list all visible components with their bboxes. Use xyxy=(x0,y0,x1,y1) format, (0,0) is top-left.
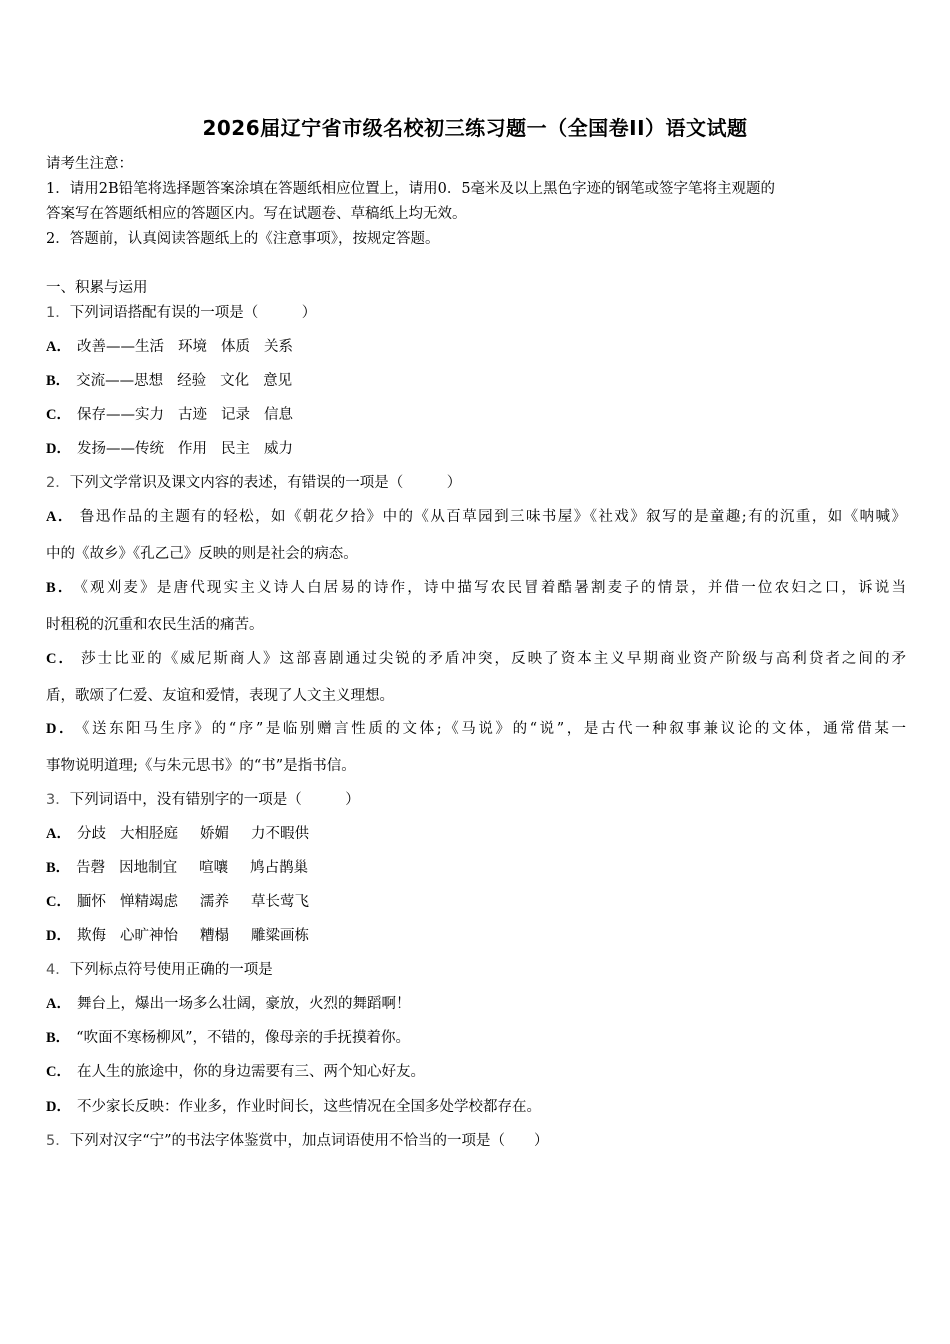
q4-option-a xyxy=(46,992,410,1013)
option-word: 濡养 xyxy=(199,894,229,910)
option-word: 大相胫庭 xyxy=(119,826,178,842)
option-word: 娇媚 xyxy=(199,826,229,842)
option-word: 古迹 xyxy=(177,407,207,423)
option-head: 发扬——传统 xyxy=(76,441,164,457)
option-word: 分歧 xyxy=(76,826,106,842)
option-label: B． xyxy=(46,860,71,876)
option-text: 《送东阳马生序》的“序”是临别赠言性质的文体;《马说》的“说”，是古代一种叙事兼议论的文体，通常借某一 xyxy=(82,721,906,737)
option-word: 关系 xyxy=(263,339,293,355)
q1-option-a xyxy=(46,335,293,356)
q4-option-b xyxy=(46,1026,410,1047)
option-label: B． xyxy=(46,580,75,596)
q1-option-d xyxy=(46,437,293,458)
option-label: D． xyxy=(46,721,77,737)
option-head: 保存——实力 xyxy=(76,407,164,423)
option-word: 民主 xyxy=(220,441,250,457)
option-word: 鸠占鹊巢 xyxy=(250,860,309,876)
option-head: 改善——生活 xyxy=(76,339,164,355)
option-word: 作用 xyxy=(177,441,207,457)
option-word: 信息 xyxy=(263,407,293,423)
section-heading: 一、积累与运用 xyxy=(46,280,148,296)
question-4 xyxy=(46,958,273,979)
option-word: 记录 xyxy=(220,407,250,423)
option-word: 告磬 xyxy=(76,860,106,876)
option-word: 喧嚷 xyxy=(199,860,229,876)
option-label: D． xyxy=(46,441,71,457)
q3-option-c xyxy=(46,890,309,911)
option-word: 糟榻 xyxy=(199,928,229,944)
option-word: 惮精竭虑 xyxy=(119,894,178,910)
option-word: 欺侮 xyxy=(76,928,106,944)
q2-option-b-line-2: 时租税的沉重和农民生活的痛苦。 xyxy=(46,617,264,633)
option-word: 威力 xyxy=(263,441,293,457)
option-word: 力不暇供 xyxy=(250,826,309,842)
q2-option-a-line-1 xyxy=(46,505,906,526)
option-word: 心旷神怡 xyxy=(119,928,178,944)
option-word: 环境 xyxy=(177,339,207,355)
option-label: C． xyxy=(46,407,71,423)
option-text: “吹面不寒杨柳风”，不错的，像母亲的手抚摸着你。 xyxy=(76,1030,410,1046)
q3-option-b xyxy=(46,856,308,877)
question-5 xyxy=(46,1129,549,1150)
option-word: 体质 xyxy=(220,339,250,355)
q2-option-c-line-1 xyxy=(46,647,906,668)
question-number: 1． xyxy=(46,305,70,321)
page-title: 2026届辽宁省市级名校初三练习题一（全国卷II）语文试题 xyxy=(202,116,748,140)
question-stem: 下列对汉字“宁”的书法字体鉴赏中，加点词语使用不恰当的一项是（ ） xyxy=(69,1133,549,1149)
option-label: C． xyxy=(46,894,71,910)
q3-option-d xyxy=(46,924,309,945)
option-label: A． xyxy=(46,339,71,355)
option-text: 《观刈麦》是唐代现实主义诗人白居易的诗作，诗中描写农民冒着酷暑割麦子的情景，并借一位农妇之口，诉说当 xyxy=(80,580,907,596)
question-3 xyxy=(46,788,360,809)
option-label: A． xyxy=(46,509,74,525)
q2-option-a-line-2: 中的《故乡》《孔乙己》反映的则是社会的病态。 xyxy=(46,546,358,562)
option-word: 意见 xyxy=(263,373,293,389)
q2-option-c-line-2: 盾，歌颂了仁爱、友谊和爱情，表现了人文主义理想。 xyxy=(46,688,394,704)
option-text: 鲁迅作品的主题有的轻松，如《朝花夕拾》中的《从百草园到三味书屋》《社戏》叙写的是童趣;有的沉重，如《呐喊》 xyxy=(79,509,906,525)
q2-option-b-line-1 xyxy=(46,576,906,597)
option-label: B． xyxy=(46,373,71,389)
question-2 xyxy=(46,471,461,492)
option-label: A． xyxy=(46,996,71,1012)
notice-heading: 请考生注意： xyxy=(46,156,133,172)
option-word: 文化 xyxy=(220,373,250,389)
option-word: 雕粱画栋 xyxy=(250,928,309,944)
option-label: D． xyxy=(46,1099,71,1115)
q4-option-d xyxy=(46,1095,541,1116)
notice-item-1-line-2: 答案写在答题纸相应的答题区内。写在试题卷、草稿纸上均无效。 xyxy=(46,206,467,222)
q3-option-a xyxy=(46,822,309,843)
question-number: 3． xyxy=(46,792,70,808)
q2-option-d-line-1 xyxy=(46,717,906,738)
q4-option-c xyxy=(46,1060,425,1081)
option-label: A． xyxy=(46,826,71,842)
option-word: 腼怀 xyxy=(76,894,106,910)
question-stem: 下列文学常识及课文内容的表述，有错误的一项是（ ） xyxy=(69,475,462,491)
question-1 xyxy=(46,301,316,322)
option-label: D． xyxy=(46,928,71,944)
question-number: 2． xyxy=(46,475,70,491)
option-label: B． xyxy=(46,1030,71,1046)
question-stem: 下列词语中，没有错别字的一项是（ ） xyxy=(69,792,360,808)
question-stem: 下列标点符号使用正确的一项是 xyxy=(69,962,273,978)
notice-item-2: 2．答题前，认真阅读答题纸上的《注意事项》，按规定答题。 xyxy=(46,231,440,247)
question-number: 4． xyxy=(46,962,70,978)
question-number: 5． xyxy=(46,1133,70,1149)
option-text: 莎士比亚的《威尼斯商人》这部喜剧通过尖锐的矛盾冲突，反映了资本主义早期商业资产阶级与高利贷者之间的矛 xyxy=(81,651,906,667)
option-word: 草长莺飞 xyxy=(250,894,309,910)
q1-option-b xyxy=(46,369,292,390)
question-stem: 下列词语搭配有误的一项是（ ） xyxy=(69,305,317,321)
option-head: 交流——思想 xyxy=(76,373,164,389)
option-word: 经验 xyxy=(177,373,207,389)
q2-option-d-line-2: 事物说明道理;《与朱元思书》的“书”是指书信。 xyxy=(46,758,356,774)
q1-option-c xyxy=(46,403,293,424)
option-text: 舞台上，爆出一场多么壮阔，豪放，火烈的舞蹈啊！ xyxy=(76,996,411,1012)
option-label: C． xyxy=(46,651,76,667)
option-label: C． xyxy=(46,1064,71,1080)
option-text: 在人生的旅途中，你的身边需要有三、两个知心好友。 xyxy=(76,1064,425,1080)
option-word: 因地制宜 xyxy=(119,860,178,876)
option-text: 不少家长反映：作业多，作业时间长，这些情况在全国多处学校都存在。 xyxy=(76,1099,541,1115)
notice-item-1-line-1: 1．请用2B铅笔将选择题答案涂填在答题纸相应位置上，请用0．5毫米及以上黑色字迹的钢笔或签字笔将主观题的 xyxy=(46,181,776,197)
